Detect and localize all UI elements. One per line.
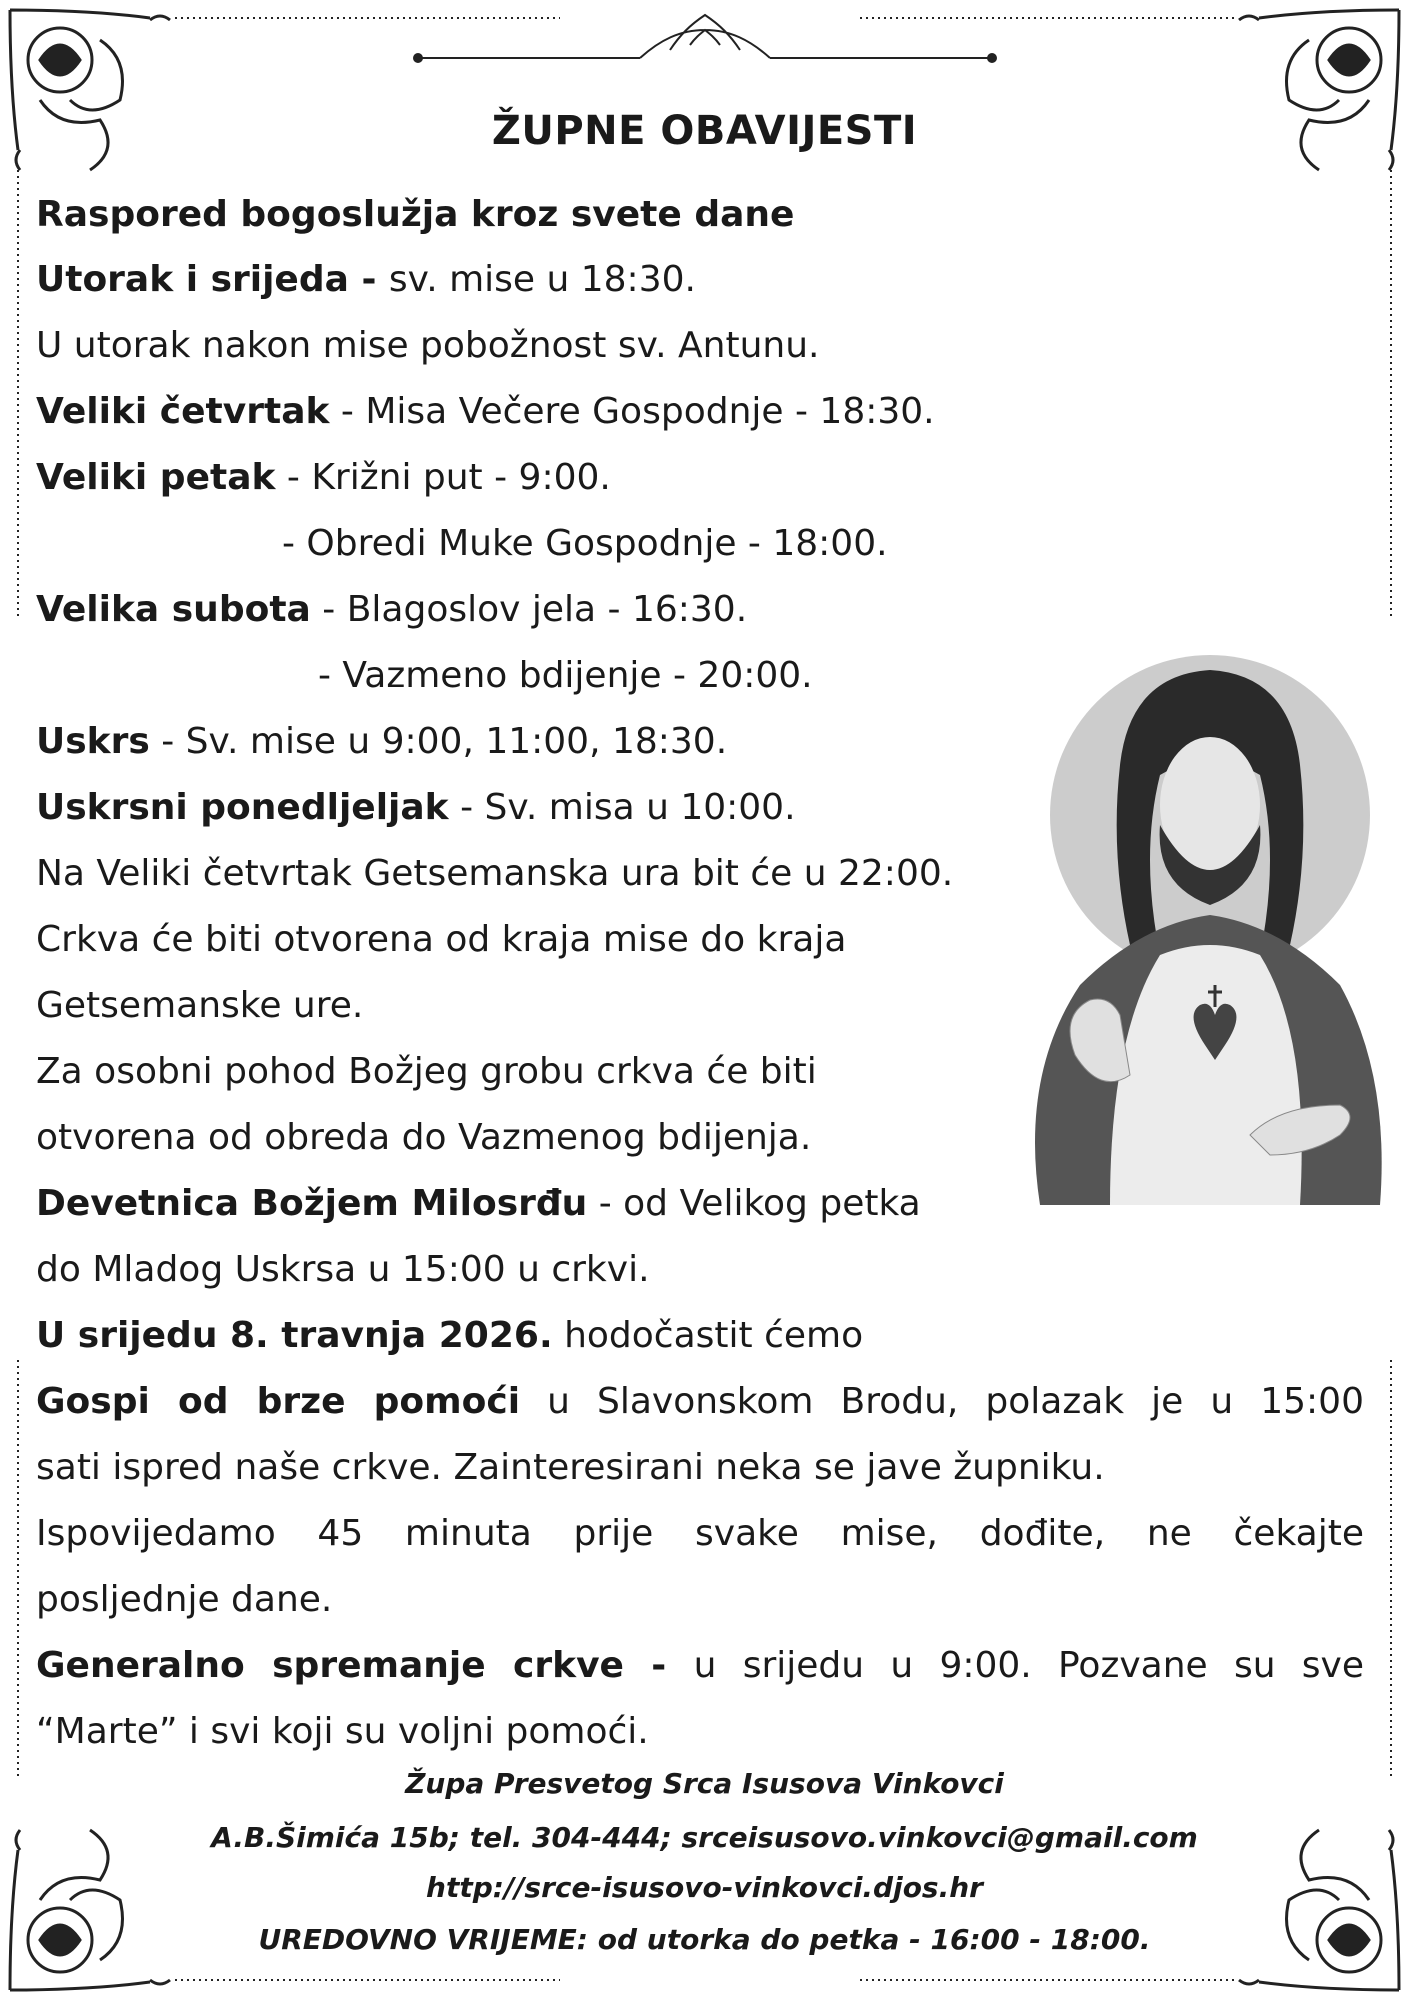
confession-line-2: posljednje dane. bbox=[36, 1579, 333, 1620]
top-ornament-dot-right bbox=[988, 54, 996, 62]
easter-monday-line: Uskrsni ponedljeljak - Sv. misa u 10:00. bbox=[36, 787, 796, 828]
tomb-visit-line-2: otvorena od obreda do Vazmenog bdijenja. bbox=[36, 1117, 812, 1158]
church-open-line-1: Crkva će biti otvorena od kraja mise do kraja bbox=[36, 919, 847, 960]
holy-saturday-line: Velika subota - Blagoslov jela - 16:30. bbox=[36, 589, 748, 630]
cleaning-line-2: “Marte” i svi koji su voljni pomoći. bbox=[36, 1711, 649, 1752]
footer-parish-name: Župa Presvetog Srca Isusova Vinkovci bbox=[405, 1767, 1004, 1800]
tomb-visit-line-1: Za osobni pohod Božjeg grobu crkva će biti bbox=[36, 1051, 817, 1092]
top-ornament-dot-left bbox=[414, 54, 422, 62]
page-title: ŽUPNE OBAVIJESTI bbox=[491, 108, 918, 154]
easter-vigil-line: - Vazmeno bdijenje - 20:00. bbox=[318, 655, 813, 696]
cleaning-line-1: Generalno spremanje crkve - u srijedu u 9:00. Pozvane su sve bbox=[36, 1645, 1364, 1686]
good-friday-rites-line: - Obredi Muke Gospodnje - 18:00. bbox=[282, 523, 888, 564]
church-open-line-2: Getsemanske ure. bbox=[36, 985, 364, 1026]
novena-line-2: do Mladog Uskrsa u 15:00 u crkvi. bbox=[36, 1249, 650, 1290]
sacred-heart-jesus-image bbox=[980, 655, 1390, 1205]
pilgrimage-line-3: sati ispred naše crkve. Zainteresirani neka se jave župniku. bbox=[36, 1447, 1105, 1488]
top-center-ornament-icon bbox=[640, 15, 770, 58]
novena-line-1: Devetnica Božjem Milosrđu - od Velikog petka bbox=[36, 1183, 921, 1224]
tue-wed-line: Utorak i srijeda - sv. mise u 18:30. bbox=[36, 259, 696, 300]
pilgrimage-line-1: U srijedu 8. travnja 2026. hodočastit ćemo bbox=[36, 1315, 864, 1356]
good-friday-line: Veliki petak - Križni put - 9:00. bbox=[36, 457, 611, 498]
holy-thursday-line: Veliki četvrtak - Misa Večere Gospodnje - 18:30. bbox=[36, 391, 935, 432]
footer-office-hours: UREDOVNO VRIJEME: od utorka do petka - 16:00 - 18:00. bbox=[258, 1923, 1151, 1956]
footer-address: A.B.Šimića 15b; tel. 304-444; srceisusovo.vinkovci@gmail.com bbox=[211, 1821, 1198, 1854]
gethsemane-line: Na Veliki četvrtak Getsemanska ura bit će u 22:00. bbox=[36, 853, 954, 894]
schedule-heading: Raspored bogoslužja kroz svete dane bbox=[36, 194, 795, 235]
tuesday-antun-line: U utorak nakon mise pobožnost sv. Antunu. bbox=[36, 325, 820, 366]
easter-line: Uskrs - Sv. mise u 9:00, 11:00, 18:30. bbox=[36, 721, 728, 762]
confession-line-1: Ispovijedamo 45 minuta prije svake mise, dođite, ne čekajte bbox=[36, 1513, 1364, 1554]
footer-website: http://srce-isusovo-vinkovci.djos.hr bbox=[426, 1871, 983, 1904]
pilgrimage-line-2: Gospi od brze pomoći u Slavonskom Brodu, polazak je u 15:00 bbox=[36, 1381, 1364, 1422]
